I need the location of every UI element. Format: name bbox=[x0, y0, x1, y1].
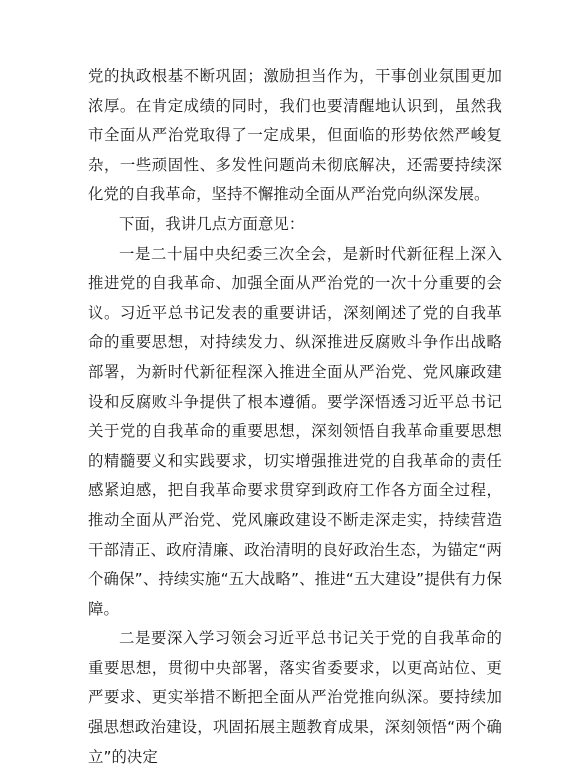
paragraph-continuation: 党的执政根基不断巩固；激励担当作为，干事创业氛围更加浓厚。在肯定成绩的同时，我们也要清醒地认识到，虽然我市全面从严治党取得了一定成果，但面临的形势依然严峻复杂，一些顽固性、多发性问题尚未彻底解决，还需要持续深化党的自我革命，坚持不懈推动全面从严治党向纵深发展。 bbox=[88, 67, 502, 204]
document-body bbox=[88, 62, 502, 772]
paragraph-point-one: 一是二十届中央纪委三次全会，是新时代新征程上深入推进党的自我革命、加强全面从严治党的一次十分重要的会议。习近平总书记发表的重要讲话，深刻阐述了党的自我革命的重要思想，对持续发力、纵深推进反腐败斗争作出战略部署，为新时代新征程深入推进全面从严治党、党风廉政建设和反腐败斗争提供了根本遵循。要学深悟透习近平总书记关于党的自我革命的重要思想，深刻领悟自我革命重要思想的精髓要义和实践要求，切实增强推进党的自我革命的责任感紧迫感，把自我革命要求贯穿到政府工作各方面全过程，推动全面从严治党、党风廉政建设不断走深走实，持续营造干部清正、政府清廉、政治清明的良好政治生态，为锚定“两个确保”、持续实施“五大战略”、推进“五大建设”提供有力保障。 bbox=[88, 244, 502, 618]
paragraph-point-two: 二是要深入学习领会习近平总书记关于党的自我革命的重要思想，贯彻中央部署，落实省委要求，以更高站位、更严要求、更实举措不断把全面从严治党推向纵深。要持续加强思想政治建设，巩固拓展主题教育成果，深刻领悟“两个确立”的决定 bbox=[88, 629, 502, 766]
paragraph-intro: 下面，我讲几点方面意见： bbox=[119, 214, 305, 233]
